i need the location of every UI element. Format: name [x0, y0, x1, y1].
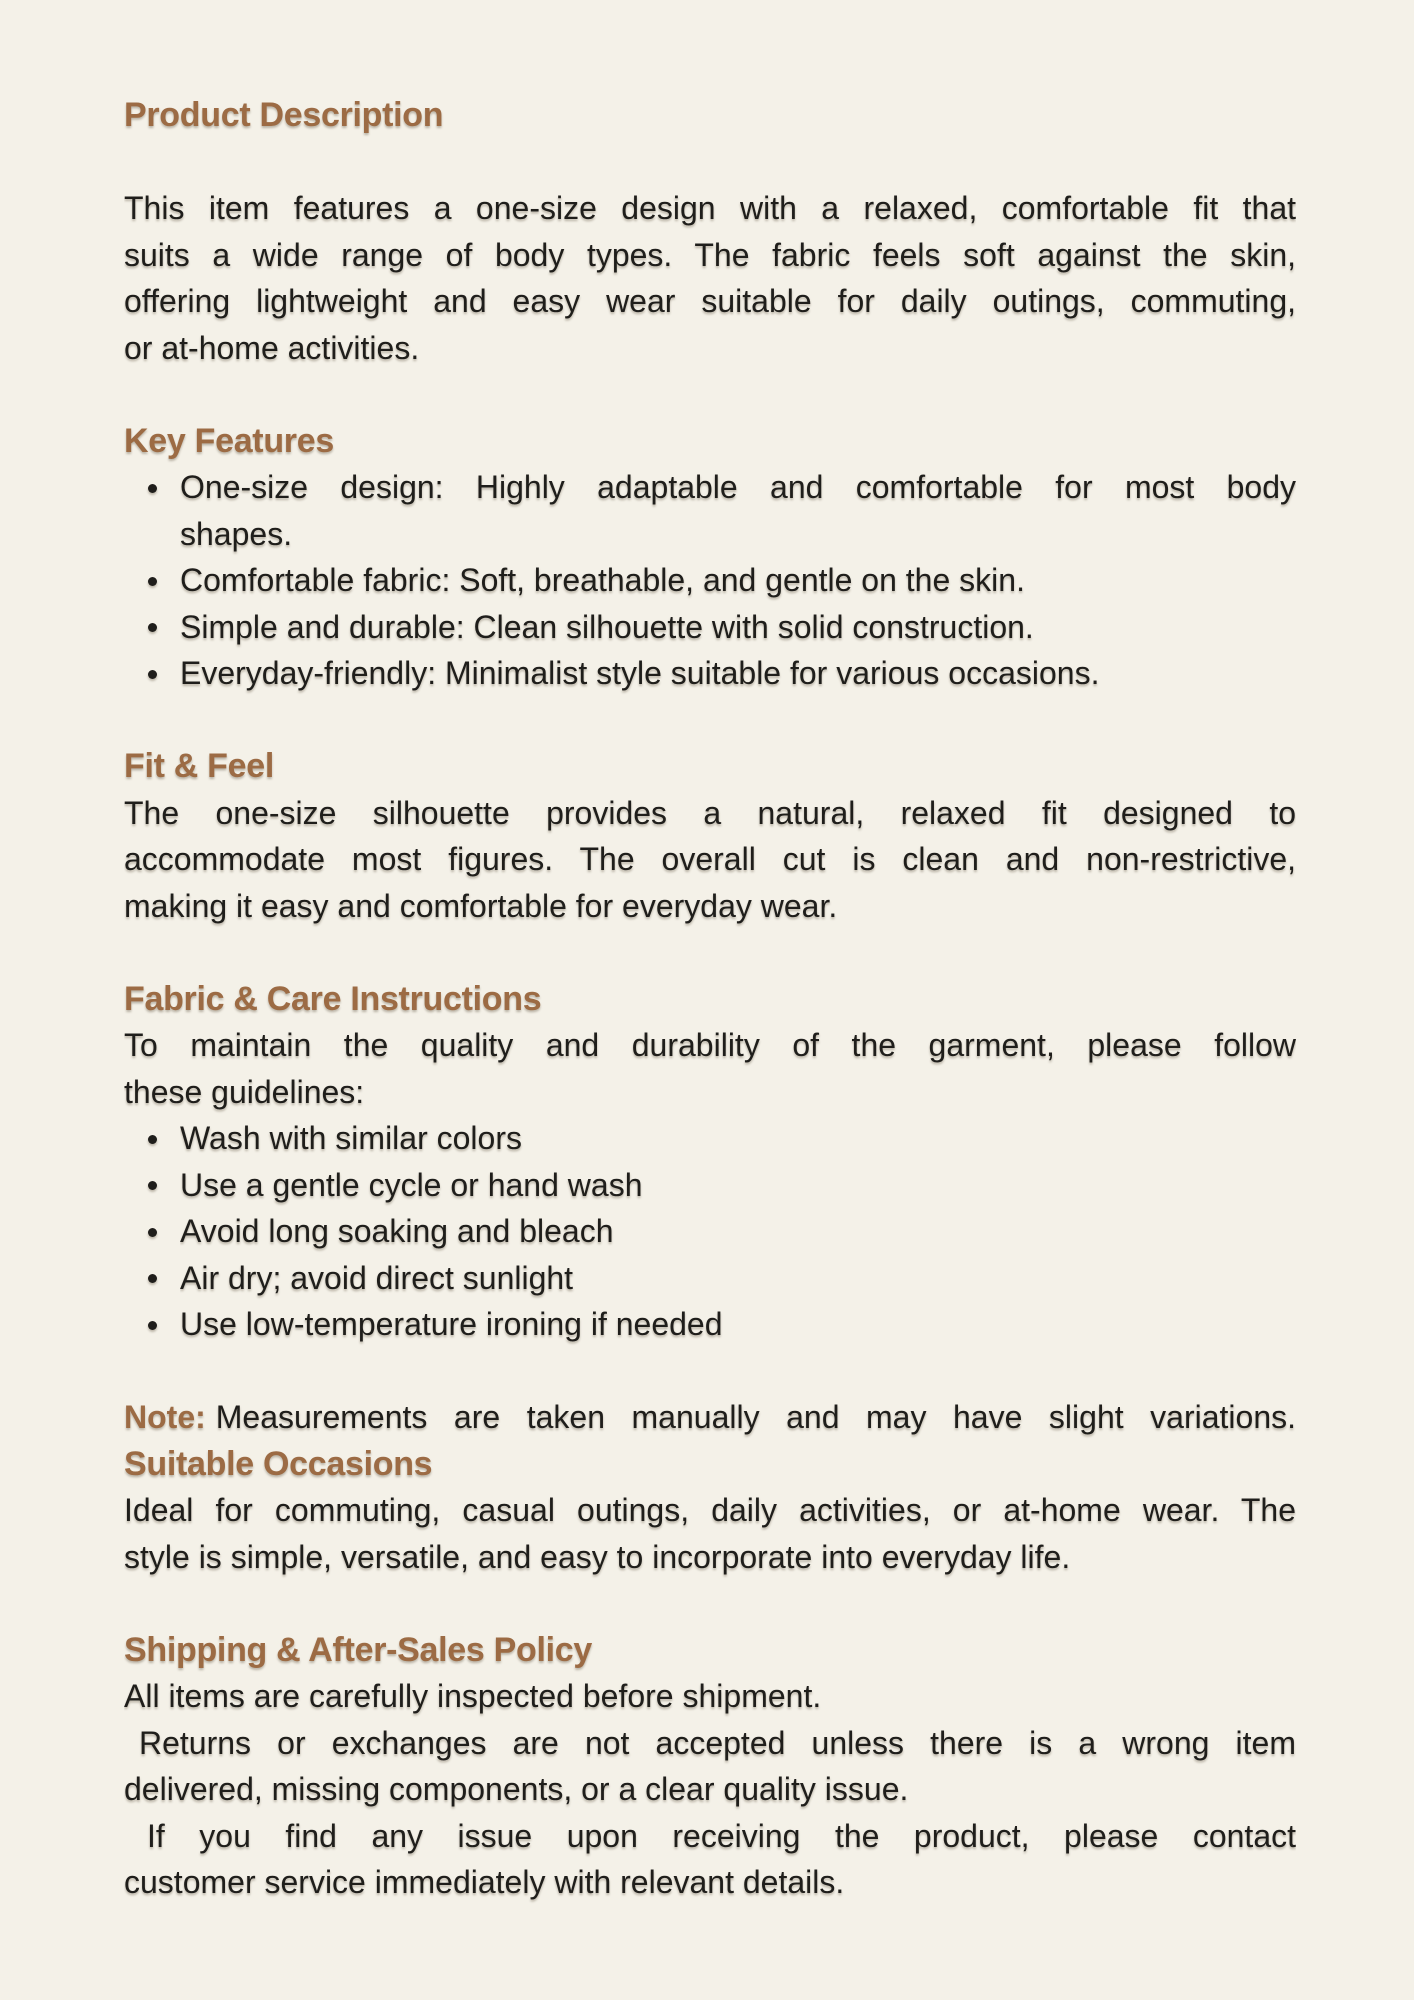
list-item — [124, 1301, 1296, 1348]
occasions-section — [124, 1441, 1296, 1581]
paragraph-line: The one-size silhouette provides a natural, relaxed fit designed to — [124, 794, 1296, 831]
bullet-dot-icon — [148, 1274, 157, 1283]
bullet-dot-icon — [148, 1181, 157, 1190]
paragraph-line: suits a wide range of body types. The fabric feels soft against the skin, — [124, 236, 1296, 273]
list-item-line: One-size design: Highly adaptable and comfortable for most body — [180, 469, 1296, 505]
document-content — [124, 92, 1296, 1906]
paragraph-line: style is simple, versatile, and easy to incorporate into everyday life. — [124, 1538, 1071, 1575]
list-item — [124, 604, 1296, 651]
paragraph-line: Ideal for commuting, casual outings, daily activities, or at-home wear. The — [124, 1492, 1296, 1528]
paragraph-line: Returns or exchanges are not accepted unless there is a wrong item — [139, 1724, 1296, 1761]
list-item-line: Use low-temperature ironing if needed — [180, 1306, 723, 1342]
list-item — [124, 1208, 1296, 1255]
list-item — [124, 1255, 1296, 1302]
bullet-dot-icon — [148, 484, 157, 493]
paragraph-line: or at-home activities. — [124, 329, 420, 366]
paragraph-line: making it easy and comfortable for everyday wear. — [124, 887, 838, 924]
list-item-line: Comfortable fabric: Soft, breathable, and gentle on the skin. — [180, 562, 1025, 598]
intro-paragraph — [124, 185, 1296, 371]
shipping-section — [124, 1627, 1296, 1906]
list-item-line: Everyday-friendly: Minimalist style suitable for various occasions. — [180, 655, 1100, 691]
paragraph-line: To maintain the quality and durability of the garment, please follow — [124, 1027, 1296, 1063]
list-item — [124, 650, 1296, 697]
fit-feel-section — [124, 743, 1296, 929]
list-item-line: Avoid long soaking and bleach — [180, 1213, 614, 1249]
list-item-line: Simple and durable: Clean silhouette with solid construction. — [180, 608, 1034, 645]
fabric-care-section — [124, 976, 1296, 1348]
key-features-heading: Key Features — [124, 421, 334, 460]
paragraph-line: customer service immediately with relevant details. — [124, 1864, 845, 1900]
shipping-heading: Shipping & After-Sales Policy — [124, 1630, 593, 1669]
bullet-dot-icon — [148, 670, 157, 679]
list-item-line: Air dry; avoid direct sunlight — [180, 1259, 574, 1296]
paragraph-line: This item features a one-size design with a relaxed, comfortable fit that — [124, 190, 1296, 226]
bullet-dot-icon — [148, 1228, 157, 1237]
paragraph-line: these guidelines: — [124, 1073, 365, 1110]
list-item — [124, 464, 1296, 557]
list-item-line: Wash with similar colors — [180, 1120, 522, 1156]
bullet-dot-icon — [148, 623, 157, 632]
note-text: Measurements are taken manually and may have slight variations. — [215, 1399, 1296, 1435]
paragraph-line: offering lightweight and easy wear suitable for daily outings, commuting, — [124, 283, 1296, 319]
paragraph-line: delivered, missing components, or a clear quality issue. — [124, 1771, 909, 1807]
paragraph-line: accommodate most figures. The overall cut is clean and non-restrictive, — [124, 841, 1296, 877]
bullet-dot-icon — [148, 1135, 157, 1144]
page-title: Product Description — [124, 96, 444, 134]
bullet-dot-icon — [148, 577, 157, 586]
key-features-section — [124, 418, 1296, 697]
paragraph-line: All items are carefully inspected before shipment. — [124, 1678, 822, 1714]
note-line — [124, 1394, 1296, 1441]
list-item — [124, 1115, 1296, 1162]
list-item-line: Use a gentle cycle or hand wash — [180, 1166, 643, 1203]
list-item-line: shapes. — [180, 515, 293, 552]
fabric-care-heading: Fabric & Care Instructions — [124, 979, 542, 1018]
list-item — [124, 1162, 1296, 1209]
note-label: Note: — [124, 1399, 206, 1435]
fit-feel-heading: Fit & Feel — [124, 747, 275, 785]
paragraph-line: If you find any issue upon receiving the product, please contact — [147, 1817, 1296, 1854]
bullet-dot-icon — [148, 1321, 157, 1330]
note-block — [124, 1394, 1296, 1441]
occasions-heading: Suitable Occasions — [124, 1444, 433, 1483]
list-item — [124, 557, 1296, 604]
